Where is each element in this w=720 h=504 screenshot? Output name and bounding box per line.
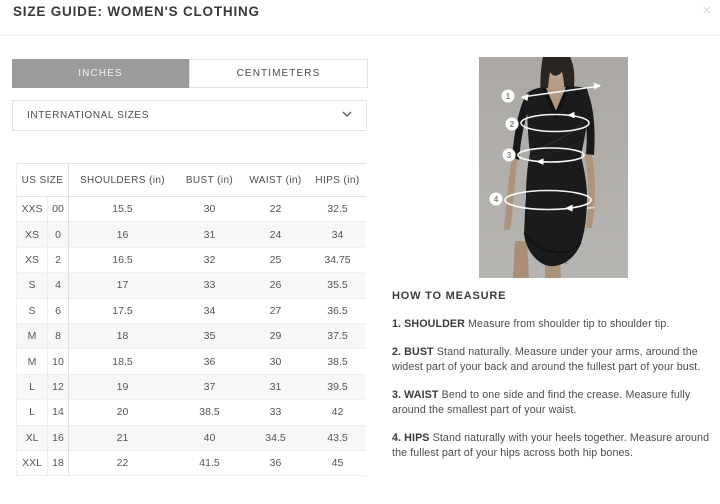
instruction-label: 3. WAIST — [392, 389, 439, 401]
cell-hips: 34.75 — [324, 253, 351, 266]
cell-us-number: 12 — [48, 375, 69, 399]
table-row — [17, 426, 366, 451]
table-row — [17, 375, 366, 400]
cell-bust: 40 — [203, 431, 216, 444]
instruction-text: Bend to one side and find the crease. Measure fully around the smallest part of your waist. — [392, 389, 691, 416]
instruction-label: 2. BUST — [392, 346, 434, 358]
tab-inches[interactable]: INCHES — [12, 59, 189, 88]
cell-us-number: 10 — [48, 349, 69, 373]
header-hips: HIPS (in) — [315, 174, 360, 186]
size-table — [16, 163, 366, 476]
dropdown-value: INTERNATIONAL SIZES — [27, 110, 149, 121]
cell-size-letter: L — [17, 400, 48, 424]
cell-hips: 34 — [331, 228, 344, 241]
cell-size-letter: XXS — [17, 197, 48, 221]
instruction-text: Stand naturally. Measure under your arms, around the widest part of your back and around the fullest part of your bust. — [392, 346, 701, 373]
cell-bust: 36 — [203, 355, 216, 368]
measure-instruction — [392, 431, 720, 461]
cell-size-letter: XS — [17, 222, 48, 246]
instruction-text: Measure from shoulder tip to shoulder tip. — [468, 318, 670, 330]
cell-waist: 22 — [269, 203, 282, 216]
cell-hips: 45 — [331, 457, 344, 470]
how-to-measure-list — [392, 317, 720, 461]
cell-bust: 37 — [203, 380, 216, 393]
table-row — [17, 299, 366, 324]
instruction-label: 1. SHOULDER — [392, 318, 465, 330]
table-row — [17, 248, 366, 273]
cell-bust: 31 — [203, 228, 216, 241]
cell-hips: 36.5 — [327, 304, 348, 317]
table-row — [17, 324, 366, 349]
header-shoulders: SHOULDERS (in) — [79, 174, 166, 186]
measure-instruction — [392, 345, 720, 375]
cell-waist: 29 — [269, 330, 282, 343]
close-icon[interactable]: × — [702, 2, 711, 19]
header-us-size: US SIZE — [17, 164, 69, 196]
cell-us-number: 18 — [48, 451, 69, 475]
cell-hips: 43.5 — [327, 431, 348, 444]
cell-size-letter: L — [17, 375, 48, 399]
cell-us-number: 14 — [48, 400, 69, 424]
table-row — [17, 197, 366, 222]
cell-size-letter: XL — [17, 426, 48, 450]
cell-bust: 35 — [203, 330, 216, 343]
marker-2: 2 — [509, 120, 515, 129]
cell-size-letter: XS — [17, 248, 48, 272]
cell-bust: 41.5 — [199, 457, 220, 470]
cell-us-number: 6 — [48, 299, 69, 323]
cell-us-number: 4 — [48, 273, 69, 297]
cell-bust: 32 — [203, 253, 216, 266]
cell-shoulders: 15.5 — [112, 203, 133, 216]
cell-size-letter: S — [17, 299, 48, 323]
cell-waist: 36 — [269, 457, 282, 470]
cell-us-number: 0 — [48, 222, 69, 246]
instruction-text: Stand naturally with your heels together. Measure around the fullest part of your hips across both hip bones. — [392, 432, 710, 459]
marker-1: 1 — [505, 92, 511, 101]
cell-waist: 27 — [269, 304, 282, 317]
cell-size-letter: M — [17, 324, 48, 348]
size-table-header — [17, 164, 366, 197]
cell-hips: 38.5 — [327, 355, 348, 368]
tab-centimeters[interactable]: CENTIMETERS — [189, 59, 368, 88]
cell-bust: 34 — [203, 304, 216, 317]
cell-shoulders: 17.5 — [112, 304, 133, 317]
cell-shoulders: 16 — [116, 228, 129, 241]
size-table-body — [17, 197, 366, 476]
table-row — [17, 222, 366, 247]
cell-size-letter: S — [17, 273, 48, 297]
unit-tabs — [12, 59, 368, 88]
measure-instruction — [392, 388, 720, 418]
cell-shoulders: 17 — [116, 279, 129, 292]
header-waist: WAIST (in) — [249, 174, 302, 186]
cell-size-letter: M — [17, 349, 48, 373]
cell-us-number: 16 — [48, 426, 69, 450]
how-to-measure-section — [392, 290, 720, 474]
cell-shoulders: 22 — [116, 457, 129, 470]
measure-instruction — [392, 317, 720, 332]
cell-shoulders: 21 — [116, 431, 129, 444]
cell-waist: 26 — [269, 279, 282, 292]
cell-us-number: 8 — [48, 324, 69, 348]
cell-us-number: 00 — [48, 197, 69, 221]
chevron-down-icon — [342, 110, 352, 121]
cell-shoulders: 16.5 — [112, 253, 133, 266]
cell-hips: 39.5 — [327, 380, 348, 393]
cell-bust: 33 — [203, 279, 216, 292]
table-row — [17, 451, 366, 476]
cell-shoulders: 18 — [116, 330, 129, 343]
cell-shoulders: 20 — [116, 406, 129, 419]
cell-waist: 25 — [269, 253, 282, 266]
cell-bust: 38.5 — [199, 406, 220, 419]
page-title: SIZE GUIDE: WOMEN'S CLOTHING — [13, 4, 260, 19]
title-divider — [0, 35, 720, 36]
international-sizes-dropdown[interactable] — [12, 100, 367, 131]
cell-us-number: 2 — [48, 248, 69, 272]
table-row — [17, 400, 366, 425]
measurement-model-image — [479, 57, 628, 278]
cell-hips: 42 — [331, 406, 344, 419]
cell-hips: 35.5 — [327, 279, 348, 292]
how-to-measure-heading: HOW TO MEASURE — [392, 290, 507, 302]
cell-size-letter: XXL — [17, 451, 48, 475]
cell-bust: 30 — [203, 203, 216, 216]
marker-3: 3 — [506, 151, 512, 160]
cell-waist: 34.5 — [265, 431, 286, 444]
cell-waist: 30 — [269, 355, 282, 368]
cell-shoulders: 18.5 — [112, 355, 133, 368]
cell-waist: 24 — [269, 228, 282, 241]
cell-shoulders: 19 — [116, 380, 129, 393]
table-row — [17, 273, 366, 298]
header-bust: BUST (in) — [185, 174, 234, 186]
table-row — [17, 349, 366, 374]
instruction-label: 4. HIPS — [392, 432, 430, 444]
cell-waist: 33 — [269, 406, 282, 419]
cell-hips: 32.5 — [327, 203, 348, 216]
cell-hips: 37.5 — [327, 330, 348, 343]
cell-waist: 31 — [269, 380, 282, 393]
marker-4: 4 — [493, 195, 499, 204]
